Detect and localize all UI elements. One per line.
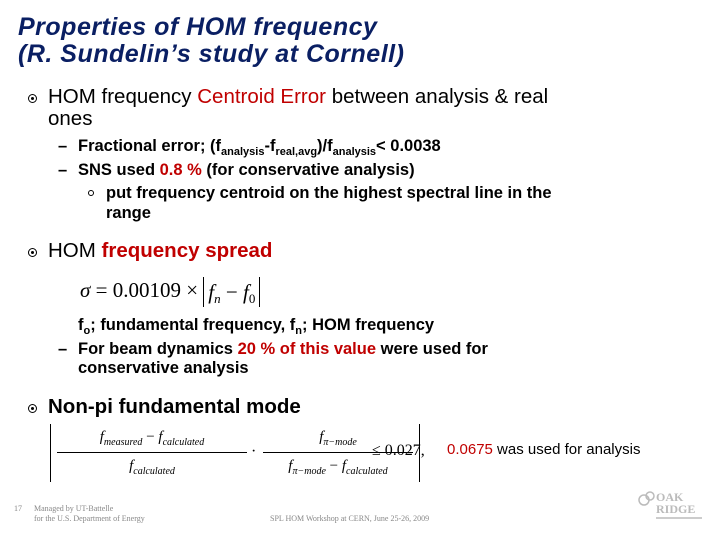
- ornl-logo: [636, 488, 706, 524]
- f-pi-den-sub: π−mode: [292, 466, 326, 477]
- bullet-dot-icon: [88, 190, 94, 196]
- sub-sns-used: [58, 161, 415, 180]
- fraction-1-denominator: [57, 455, 247, 483]
- sns-highlight: 0.8 %: [159, 161, 202, 179]
- f-calc-den2: f: [341, 458, 347, 474]
- fraction-1-numerator: [57, 426, 247, 454]
- f-pi-sub: π−mode: [323, 437, 357, 448]
- bullet-dot-icon: [28, 94, 37, 103]
- sns-post: (for conservative analysis): [201, 161, 415, 179]
- sigma-equation: [80, 274, 260, 306]
- sigma-coef: = 0.00109 ×: [95, 278, 199, 302]
- note-s1: o: [83, 325, 91, 337]
- frac-c: )/f: [317, 137, 333, 155]
- value-highlight: 0.0675: [447, 441, 493, 458]
- fn-symbol: f: [208, 280, 215, 305]
- note-b: ; fundamental frequency, f: [90, 316, 296, 334]
- relation-value: ≤ 0.027,: [372, 442, 425, 459]
- bullet-centroid-error: [28, 86, 548, 130]
- minus-sign: −: [225, 280, 238, 305]
- frac-s3: analysis: [332, 146, 377, 158]
- fraction-1-bar: [57, 452, 247, 453]
- sub-fractional-error: [58, 137, 441, 162]
- minus-sign: −: [146, 429, 155, 445]
- bullet1-pre: HOM frequency: [48, 85, 198, 108]
- bullet3-text: Non-pi fundamental mode: [48, 395, 301, 418]
- f-pi: f: [319, 429, 324, 445]
- slide-title: [18, 14, 404, 68]
- f-measured: f: [99, 429, 104, 445]
- f0-symbol: f: [242, 280, 249, 305]
- bullet2-highlight: frequency spread: [101, 239, 273, 262]
- sub-sub-centroid: [88, 183, 552, 223]
- managed-line1: Managed by UT-Battelle: [34, 504, 114, 513]
- f0-sub: 0: [248, 291, 256, 307]
- abs-value: [203, 277, 260, 307]
- dash-icon: –: [58, 137, 68, 155]
- logo-ridge: RIDGE: [656, 502, 696, 516]
- bullet1-highlight: Centroid Error: [197, 85, 326, 108]
- centroid-line2: range: [106, 204, 151, 222]
- workshop-footer: SPL HOM Workshop at CERN, June 25-26, 2009: [270, 514, 430, 523]
- f-calc: f: [158, 429, 163, 445]
- page-number: 17: [14, 504, 22, 513]
- beam-post: were used for: [376, 340, 488, 358]
- dash-icon: –: [58, 340, 68, 358]
- f-calc-den: f: [129, 458, 134, 474]
- bullet-dot-icon: [28, 404, 37, 413]
- dash-icon: –: [58, 161, 68, 179]
- note-a: f: [78, 316, 84, 334]
- f-pi-den: f: [288, 458, 293, 474]
- bullet2-pre: HOM: [48, 239, 102, 262]
- beam-highlight: 20 % of this value: [237, 340, 377, 358]
- centroid-line1: put frequency centroid on the highest spectral line in the: [106, 184, 552, 202]
- f-calc-sub: calculated: [162, 437, 205, 448]
- f-calc-den-sub: calculated: [133, 466, 175, 477]
- beam-pre: For beam dynamics: [78, 340, 238, 358]
- f-measured-sub: measured: [103, 437, 143, 448]
- frac-a: Fractional error; (f: [78, 137, 222, 155]
- frac-s1: analysis: [221, 146, 265, 158]
- sigma-symbol: σ: [80, 278, 91, 302]
- minus-sign: −: [329, 458, 339, 474]
- sub-beam-dynamics: [58, 340, 488, 378]
- bullet-non-pi-mode: [28, 396, 301, 418]
- frac-b: -f: [264, 137, 276, 155]
- title-line-2: (R. Sundelin’s study at Cornell): [18, 40, 405, 68]
- bullet1-line2: ones: [48, 107, 93, 130]
- managed-by: [34, 504, 145, 524]
- f-calc-den2-sub: calculated: [346, 466, 388, 477]
- sns-pre: SNS used: [78, 161, 160, 179]
- frac-d: < 0.0038: [376, 137, 441, 155]
- managed-line2: for the U.S. Department of Energy: [34, 514, 145, 523]
- note-s2: n: [295, 325, 303, 337]
- multiply-dot: ·: [251, 443, 257, 460]
- frac-s2: real,avg: [275, 146, 318, 158]
- fundamental-note: [78, 316, 434, 341]
- bullet-frequency-spread: [28, 240, 272, 262]
- bullet-dot-icon: [28, 248, 37, 257]
- title-line-1: Properties of HOM frequency: [18, 13, 378, 41]
- analysis-value: [447, 440, 640, 460]
- logo-oak: OAK: [656, 490, 684, 504]
- value-post: was used for analysis: [492, 441, 641, 458]
- bullet1-post: between analysis & real: [326, 85, 549, 108]
- fn-sub: n: [214, 291, 221, 307]
- note-c: ; HOM frequency: [302, 316, 435, 334]
- beam-line2: conservative analysis: [78, 359, 249, 377]
